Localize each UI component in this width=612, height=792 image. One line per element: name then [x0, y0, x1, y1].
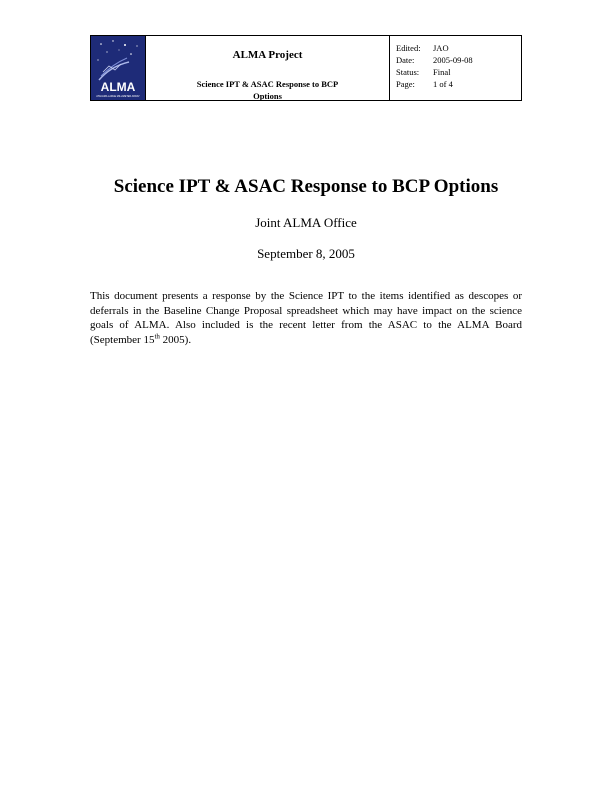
- document-header: [90, 35, 522, 101]
- meta-date-value: 2005-09-08: [433, 55, 473, 65]
- document-body-paragraph: [90, 289, 522, 347]
- project-cell: [146, 36, 390, 100]
- logo-text: ALMA: [100, 80, 136, 94]
- document-date: September 8, 2005: [257, 246, 355, 261]
- meta-edited-value: JAO: [433, 43, 449, 53]
- header-document-name: Science IPT & ASAC Response to BCP Options: [196, 79, 339, 101]
- meta-status-label: Status:: [396, 67, 420, 77]
- document-author: Joint ALMA Office: [255, 215, 357, 230]
- meta-date-label: Date:: [396, 55, 415, 65]
- document-meta: [390, 36, 521, 100]
- meta-page-value: 1 of 4: [433, 79, 453, 89]
- meta-page: [396, 78, 521, 90]
- logo-subtext: ATACAMA LARGE MILLIMETER ARRAY: [96, 95, 140, 98]
- body-text-end: 2005).: [159, 333, 192, 346]
- body-text-main: This document presents a response by the Science IPT to the items identified as descopes or deferrals in the Baseline Change Proposal spreadsheet which may have impact on the science goals of ALMA. Also included is the recent letter from the ASAC to the ALMA Board (September 15: [90, 290, 522, 346]
- meta-status: [396, 66, 521, 78]
- meta-edited-label: Edited:: [396, 43, 421, 53]
- meta-date: [396, 54, 521, 66]
- project-title: ALMA Project: [232, 49, 303, 61]
- meta-page-label: Page:: [396, 79, 415, 89]
- body-text-superscript: th: [154, 331, 160, 340]
- meta-status-value: Final: [433, 67, 451, 77]
- meta-edited: [396, 42, 521, 54]
- alma-logo-graphic: [91, 36, 145, 100]
- alma-logo: [91, 36, 146, 100]
- document-title: Science IPT & ASAC Response to BCP Options: [113, 176, 499, 197]
